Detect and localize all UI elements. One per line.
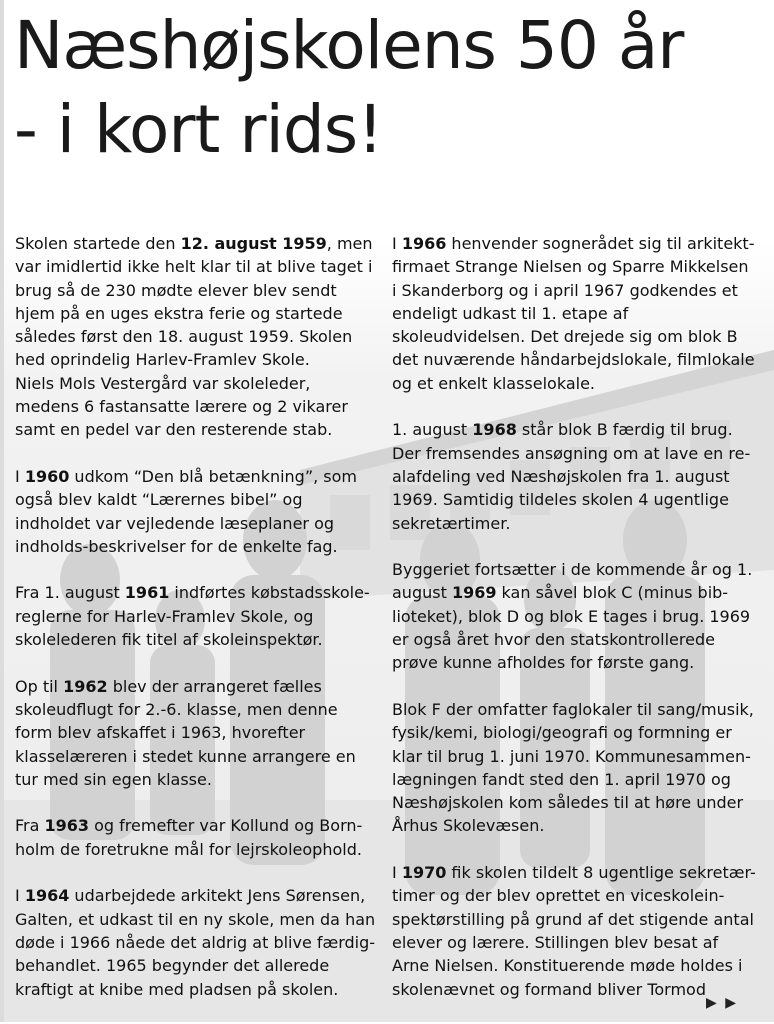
text: blev der arrangeret fælles skoleudflugt for 2.-6. klasse, men denne form blev afskaffet i 1963, hvorefter klasselæreren i stedet kunne arrangere en tur med sin egen klasse. [15,676,356,789]
text: Fra 1. august [15,583,125,603]
bold-year: 1968 [472,420,517,440]
bold-year: 1961 [124,583,170,603]
paragraph-1970 [392,861,756,1001]
paragraph-1964 [15,884,377,1000]
paragraph-1959 [15,232,377,442]
paragraph-1969 [392,558,756,674]
text: Niels Mols Vestergård var skoleleder, medens 6 fastansatte lærere og 2 vikarer samt en pedel var den resterende stab. [15,373,348,440]
bold-year: 1966 [401,234,447,253]
text: indførtes købstadsskole-reglerne for Harlev-Framlev Skole, og skolelederen fik titel af skoleinspektør. [15,583,370,650]
text: I [392,234,402,253]
paragraph-1961 [15,581,377,651]
text: kan såvel blok C (minus bib-lioteket), blok D og blok E tages i brug. 1969 er også året hvor den statskontrollerede prøve kunne afholdes for første gang. [392,583,751,673]
paragraph-1960 [15,465,377,558]
text: udkom “Den blå betænkning”, som også blev kaldt “Lærernes bibel” og indholdet var vejledende læseplaner og indholds-beskrivelser for de enkelte fag. [15,466,358,556]
text: I [15,886,25,906]
text: Byggeriet fortsætter i de kommende år og 1. august [392,560,753,603]
bold-year: 1963 [44,816,90,836]
paragraph-1966 [392,232,756,395]
bold-year: 1962 [63,676,108,696]
bold-year: 1960 [24,466,70,486]
bold-year: 1970 [401,863,447,883]
text: Fra [15,816,45,836]
double-right-arrow-icon: ▶ ▶ [706,995,738,1011]
text: , men var imidlertid ikke helt klar til at blive taget i brug så de 230 mødte elever blev sendt hjem på en uges ekstra ferie og startede således først den 18. august 1959. Skolen hed oprindelig Harlev-Framlev Skole. [15,234,373,370]
text: og fremefter var Kollund og Born-holm de foretrukne mål for lejrskoleophold. [15,816,363,859]
text: Blok F der omfatter faglokaler til sang/musik, fysik/kemi, biologi/geografi og formning er klar til brug 1. juni 1970. Kommunesammen-lægningen fandt sted den 1. april 1970 og Næshøjskolen kom således til at høre under Århus Skolevæsen. [392,699,754,836]
text: henvender sognerådet sig til arkitekt-firmaet Strange Nielsen og Sparre Mikkelsen i Skanderborg og i april 1967 godkendes et endeligt udkast til 1. etape af skoleudvidelsen. Det drejede sig om blok B det nuværende håndarbejdslokale, filmlokale og et enkelt klasselokale. [392,234,755,393]
text: I [392,863,402,883]
paragraph-1968 [392,418,756,534]
text: står blok B færdig til brug. Der fremsendes ansøgning om at lave en re-alafdeling ved Næshøjskolen fra 1. august 1969. Samtidig tildeles skolen 4 ugentlige sekretærtimer. [392,420,751,533]
page-edge [0,0,4,1022]
left-column [15,232,377,1024]
text: I [15,466,25,486]
text: fik skolen tildelt 8 ugentlige sekretær-timer og der blev oprettet en viceskolein-spektørstilling på grund af det stigende antal elever og lærere. Stillingen blev besat af Arne Nielsen. Konstituerende møde holdes i skolenævnet og formand bliver Tormod [392,863,756,999]
text: 1. august [392,420,473,440]
title-line-1: Næshøjskolens 50 år [14,7,684,84]
paragraph-1962 [15,675,377,791]
text: udarbejdede arkitekt Jens Sørensen, Galten, et udkast til en ny skole, men da han døde i 1966 nåede det aldrig at blive færdig-behandlet. 1965 begynder det allerede kraftigt at knibe med pladsen på skolen. [15,886,376,999]
bold-date: 12. august 1959 [180,234,327,253]
title-line-2: - i kort rids! [14,91,383,168]
paragraph-1963 [15,814,377,861]
text: Op til [15,676,64,696]
bold-year: 1964 [24,886,70,906]
right-column [392,232,756,1024]
text: Skolen startede den [15,234,181,253]
page-title [14,4,683,172]
bold-year: 1969 [451,583,497,603]
paragraph-blok-f [392,698,756,838]
